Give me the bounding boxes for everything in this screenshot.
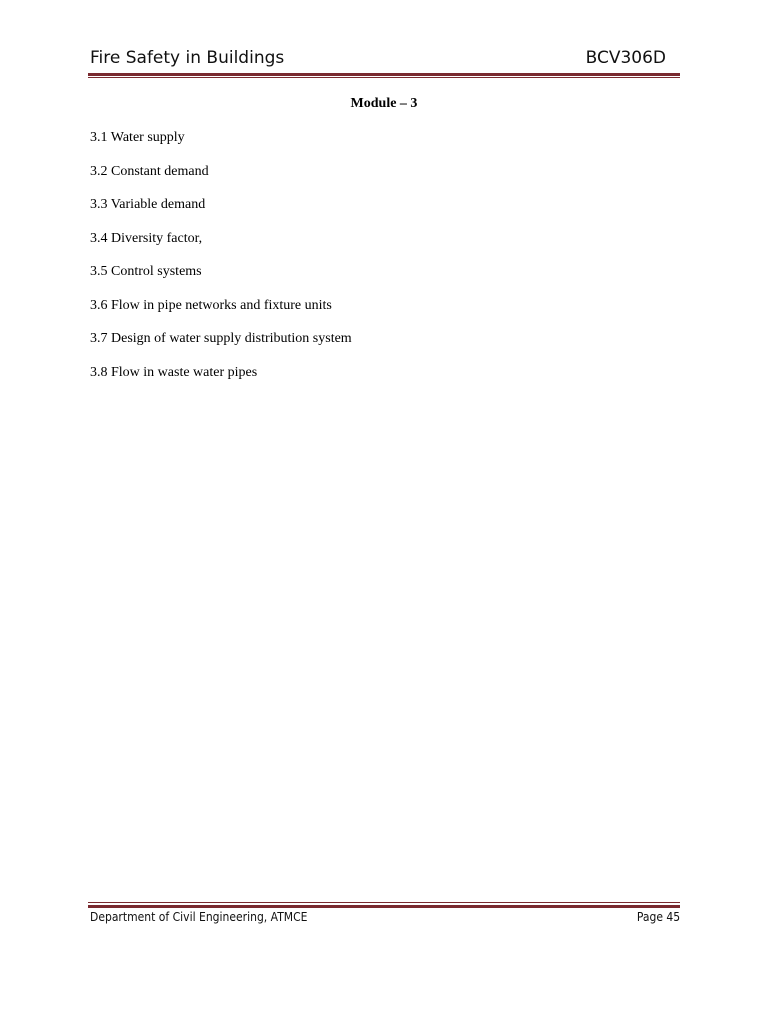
topic-item: 3.5 Control systems — [90, 264, 202, 279]
module-heading: Module – 3 — [350, 96, 418, 111]
header-title: Fire Safety in Buildings — [90, 48, 285, 68]
topic-item: 3.7 Design of water supply distribution system — [90, 331, 352, 346]
footer-department: Department of Civil Engineering, ATMCE — [90, 910, 308, 924]
page-header — [88, 48, 680, 72]
topic-item: 3.4 Diversity factor, — [90, 230, 203, 246]
topic-item: 3.2 Constant demand — [90, 163, 209, 179]
footer-rule-thin — [88, 902, 680, 903]
header-rule-thin — [88, 77, 680, 78]
topic-item: 3.8 Flow in waste water pipes — [90, 364, 258, 380]
topic-item: 3.6 Flow in pipe networks and fixture units — [90, 297, 332, 313]
header-course-code: BCV306D — [585, 48, 666, 68]
topic-list — [90, 129, 352, 397]
footer-rule-thick — [88, 905, 680, 908]
footer-page-number: Page 45 — [636, 910, 680, 924]
header-rule-thick — [88, 73, 680, 76]
topic-item: 3.3 Variable demand — [90, 197, 206, 212]
topic-item: 3.1 Water supply — [90, 130, 185, 145]
